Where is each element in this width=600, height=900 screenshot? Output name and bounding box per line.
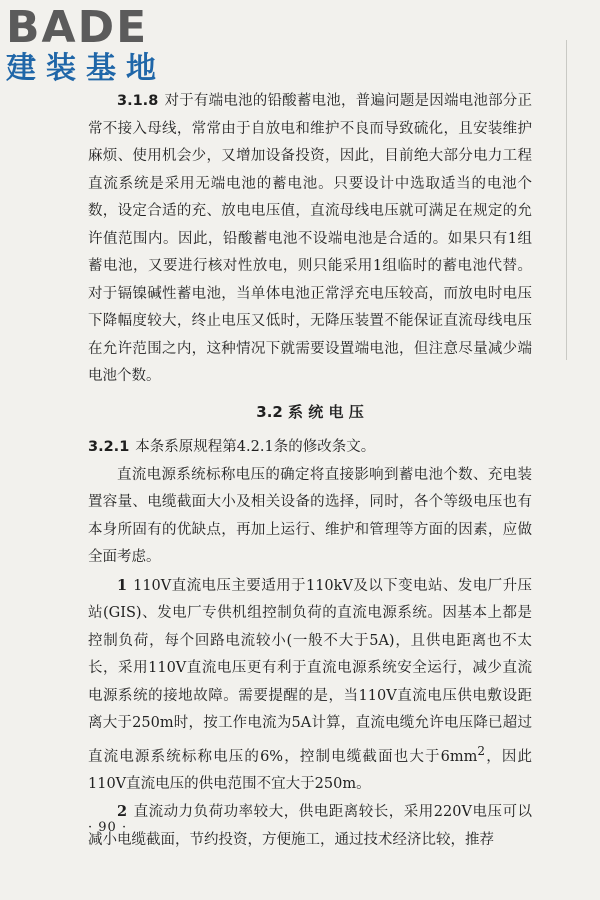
margin-rule — [566, 40, 567, 360]
item-text: 直流动力负荷功率较大，供电距离较长，采用220V电压可以减小电缆截面，节约投资，方便施工，通过技术经济比较，推荐 — [88, 804, 532, 848]
clause-number: 3.1.8 — [117, 93, 159, 109]
watermark-subtitle: 建装基地 — [6, 51, 166, 86]
superscript: 2 — [477, 743, 486, 758]
item-text-continued: ，因此110V直流电压的供电范围不宜大于250m。 — [88, 748, 532, 792]
item-number: 1 — [117, 576, 128, 594]
general-paragraph: 直流电源系统标称电压的确定将直接影响到蓄电池个数、充电装置容量、电缆截面大小及相关设备的选择，同时，各个等级电压也有本身所固有的优缺点，再加上运行、维护和管理等方面的因素，应做全面考虑。 — [88, 466, 532, 565]
watermark-brand: BADE — [6, 2, 149, 53]
list-item-2 — [88, 798, 532, 854]
page-body — [88, 88, 532, 854]
clause-text: 对于有端电池的铅酸蓄电池，普遍问题是因端电池部分正常不接入母线，常常由于自放电和维护不良而导致硫化，且安装维护麻烦、使用机会少，又增加设备投资，因此，目前绝大部分电力工程直流系统是采用无端电池的蓄电池。只要设计中选取适当的电池个数，设定合适的充、放电电压值，直流母线电压就可满足在规定的允许值范围内。因此，铅酸蓄电池不设端电池是合适的。如果只有1组蓄电池，又要进行核对性放电，则只能采用1组临时的蓄电池代替。对于镉镍碱性蓄电池，当单体电池正常浮充电压较高，而放电时电压下降幅度较大，终止电压又低时，无降压装置不能保证直流母线电压在允许范围之内，这种情况下就需要设置端电池，但注意尽量减少端电池个数。 — [88, 93, 532, 384]
clause-text: 本条系原规程第4.2.1条的修改条文。 — [135, 439, 376, 455]
clause-3-1-8 — [88, 88, 532, 391]
page-number: · 90 · — [88, 820, 128, 835]
list-item-1 — [88, 572, 532, 799]
clause-number: 3.2.1 — [88, 439, 130, 455]
item-text: 110V直流电压主要适用于110kV及以下变电站、发电厂升压站(GIS)、发电厂专供机组控制负荷的直流电源系统。因基本上都是控制负荷，每个回路电流较小(一般不大于5A)，且供电距离也不太长，采用110V直流电压更有利于直流电源系统安全运行，减少直流电源系统的接地故障。需要提醒的是，当110V直流电压供电敷设距离大于250m时，按工作电流为5A计算，直流电缆允许电压降已超过直流电源系统标称电压的6%，控制电缆截面也大于6mm — [88, 577, 532, 765]
clause-3-2-1 — [88, 434, 532, 462]
watermark-logo — [6, 4, 186, 86]
item-number: 2 — [117, 803, 128, 821]
section-title: 3.2 系 统 电 压 — [256, 402, 364, 421]
